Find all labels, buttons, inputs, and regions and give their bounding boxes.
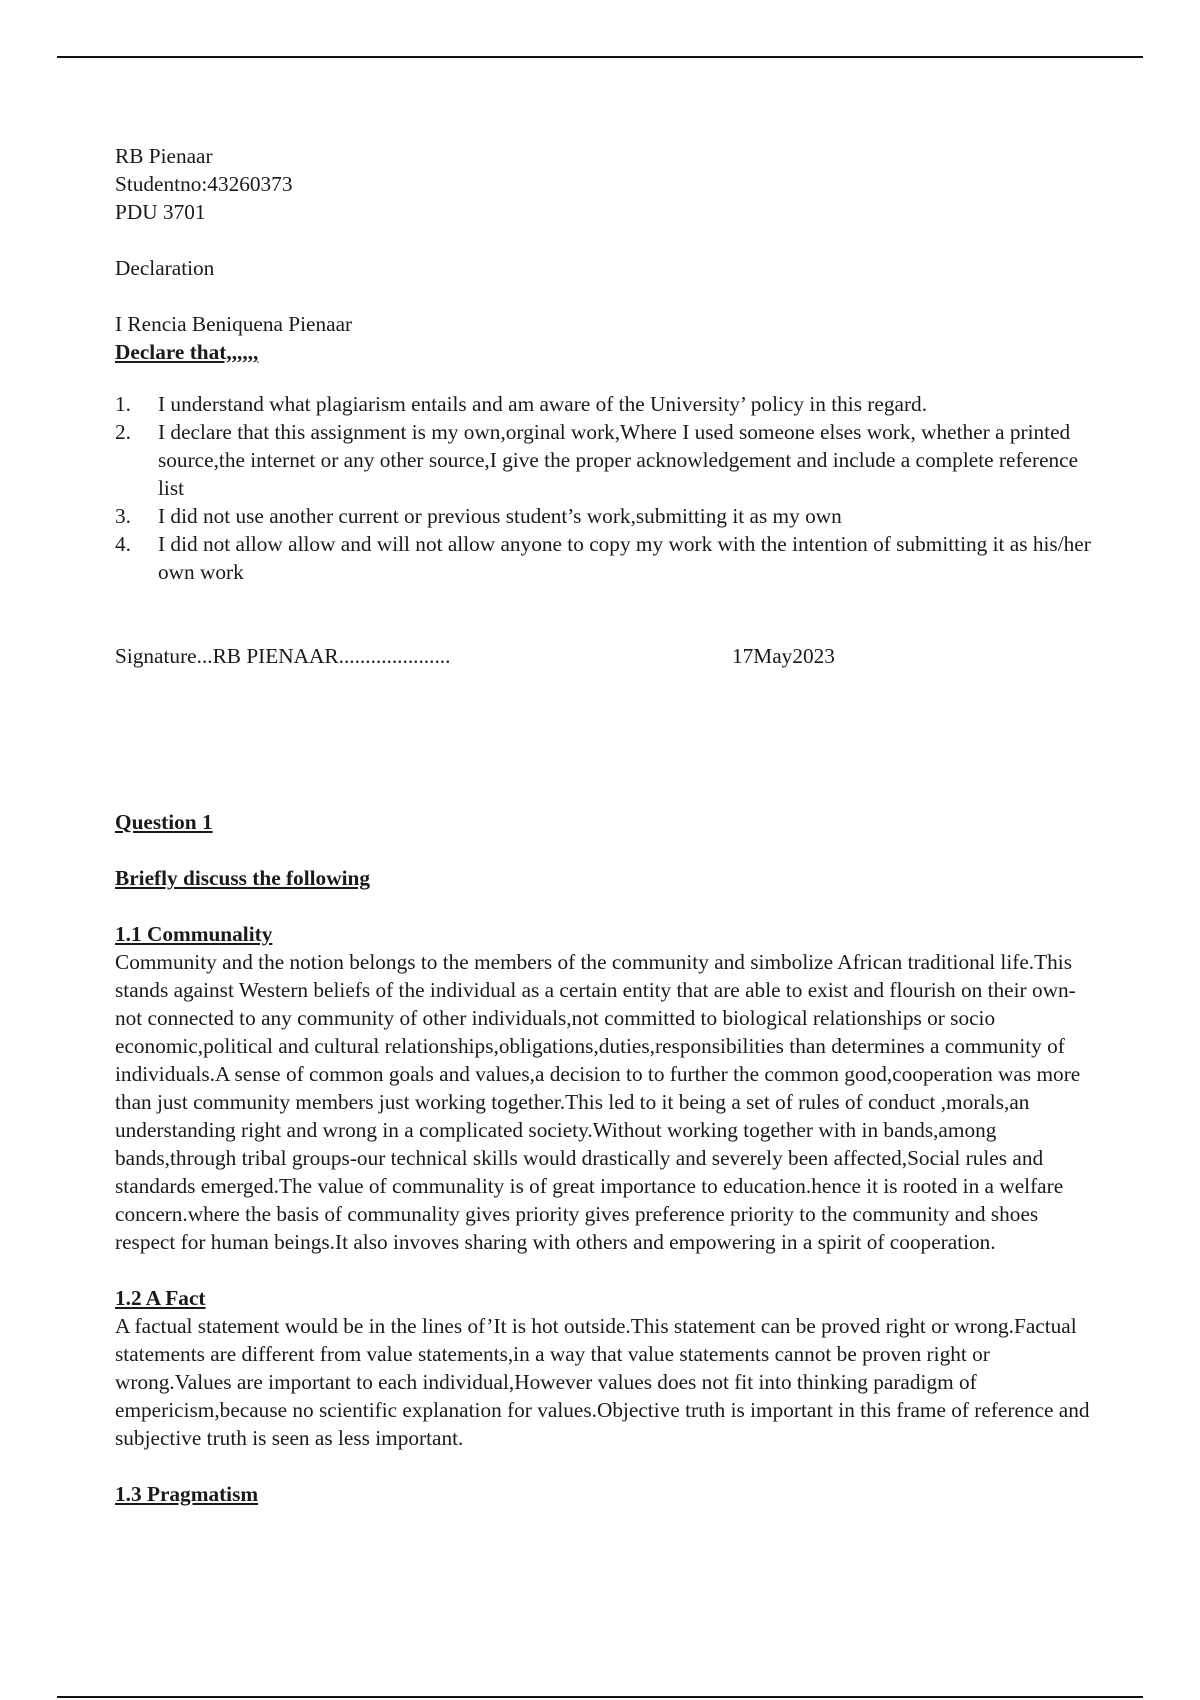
top-rule <box>57 56 1143 58</box>
declaration-item-text: I understand what plagiarism entails and am aware of the University’ policy in this regard. <box>158 392 928 416</box>
signature-date: 17May2023 <box>732 644 835 668</box>
signature-line: Signature...RB PIENAAR..................... <box>115 644 451 668</box>
section-body-fact: A factual statement would be in the lines of’It is hot outside.This statement can be proved right or wrong.Factual statements are different from value statements,in a way that value statements cannot be proven right or wrong.Values are important to each individual,However values does not fit into thinking paradigm of empericism,because no scientific explanation for values.Objective truth is important in this frame of reference and subjective truth is seen as less important. <box>115 1314 1090 1450</box>
declaration-item-text: I did not use another current or previous student’s work,submitting it as my own <box>158 504 842 528</box>
declaration-item <box>115 530 1095 586</box>
bottom-rule <box>57 1696 1143 1698</box>
declarant-name: I Rencia Beniquena Pienaar <box>115 312 353 336</box>
question-title: Question 1 <box>115 810 213 834</box>
declaration-item-number: 3. <box>115 504 131 528</box>
declaration-item <box>115 418 1095 502</box>
signature-row <box>115 642 1095 670</box>
section-heading-pragmatism: 1.3 Pragmatism <box>115 1482 259 1506</box>
declaration-item-text: I declare that this assignment is my own,orginal work,Where I used someone elses work, whether a printed source,the internet or any other source,I give the proper acknowledgement and include a complete reference list <box>158 420 1079 500</box>
declaration-item-number: 2. <box>115 420 131 444</box>
section-heading-fact: 1.2 A Fact <box>115 1286 206 1310</box>
declare-heading: Declare that,,,,,, <box>115 340 259 364</box>
module-code: PDU 3701 <box>115 200 206 224</box>
declaration-item-number: 4. <box>115 532 131 556</box>
declaration-title: Declaration <box>115 256 215 280</box>
document-body <box>115 142 1095 1508</box>
declaration-list <box>115 390 1095 586</box>
student-number: Studentno:43260373 <box>115 172 293 196</box>
section-body-communality: Community and the notion belongs to the members of the community and simbolize African traditional life.This stands against Western beliefs of the individual as a certain entity that are able to exist and flourish on their own-not connected to any community of other individuals,not committed to biological relationships or socio economic,political and cultural relationships,obligations,duties,responsibilities than determines a community of individuals.A sense of common goals and values,a decision to to further the common good,cooperation was more than just community members just working together.This led to it being a set of rules of conduct ,morals,an understanding right and wrong in a complicated society.Without working together with in bands,among bands,through tribal groups-our technical skills would drastically and severely been affected,Social rules and standards emerged.The value of communality is of great importance to education.hence it is rooted in a welfare concern.where the basis of communality gives priority gives preference priority to the community and shoes respect for human beings.It also invoves sharing with others and empowering in a spirit of cooperation. <box>115 950 1081 1254</box>
declaration-item <box>115 502 1095 530</box>
question-instruction: Briefly discuss the following <box>115 866 370 890</box>
declaration-item-number: 1. <box>115 392 131 416</box>
student-name: RB Pienaar <box>115 144 213 168</box>
declaration-item <box>115 390 1095 418</box>
section-heading-communality: 1.1 Communality <box>115 922 273 946</box>
declaration-item-text: I did not allow allow and will not allow anyone to copy my work with the intention of submitting it as his/her own work <box>158 532 1091 584</box>
